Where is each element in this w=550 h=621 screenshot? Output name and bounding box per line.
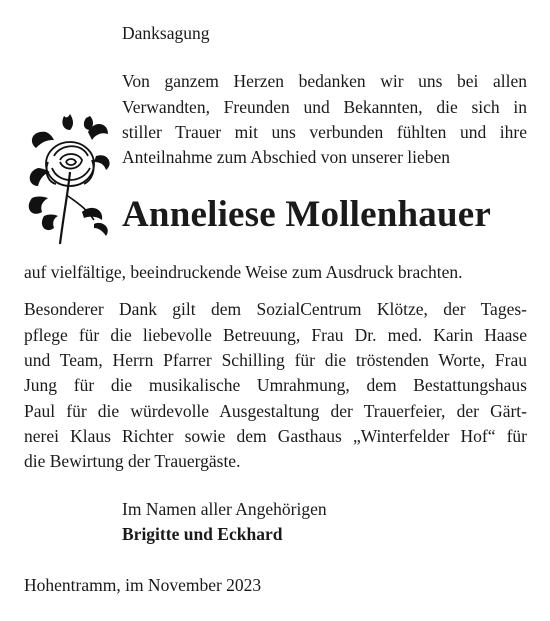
thanks-line-7: die Bewirtung der Trauergäste. [24,451,241,471]
notice-title: Danksagung [122,23,210,43]
intro-line-4: Anteilnahme zum Abschied von unserer lieben [122,147,451,167]
place-date: Hohentramm, im November 2023 [24,575,262,595]
intro-line-3: stiller Trauer mit uns verbunden fühlten und ihre [122,122,527,142]
intro-line-1: Von ganzem Herzen bedanken wir uns bei allen [122,71,527,91]
thanks-line-2: pflege für die liebevolle Betreuung, Frau Dr. med. Karin Haase [24,325,527,345]
signature-intro: Im Namen aller Angehörigen [122,499,327,519]
expression-line: auf vielfältige, beeindruckende Weise zum Ausdruck brachten. [24,262,463,282]
deceased-name: Anneliese Mollenhauer [122,194,492,235]
thanks-line-6: nerei Klaus Richter sowie dem Gasthaus „Winterfelder Hof“ für [24,426,527,446]
rose-icon [24,112,116,246]
thanks-line-1: Besonderer Dank gilt dem SozialCentrum Klötze, der Tages- [24,299,527,319]
intro-line-2: Verwandten, Freunden und Bekannten, die sich in [122,97,527,117]
thanks-line-4: Jung für die musikalische Umrahmung, dem Bestattungshaus [24,375,527,395]
signature-names: Brigitte und Eckhard [122,524,283,544]
thanks-line-3: und Team, Herrn Pfarrer Schilling für die tröstenden Worte, Frau [24,350,527,370]
thanks-line-5: Paul für die würdevolle Ausgestaltung der Trauerfeier, der Gärt- [24,401,527,421]
